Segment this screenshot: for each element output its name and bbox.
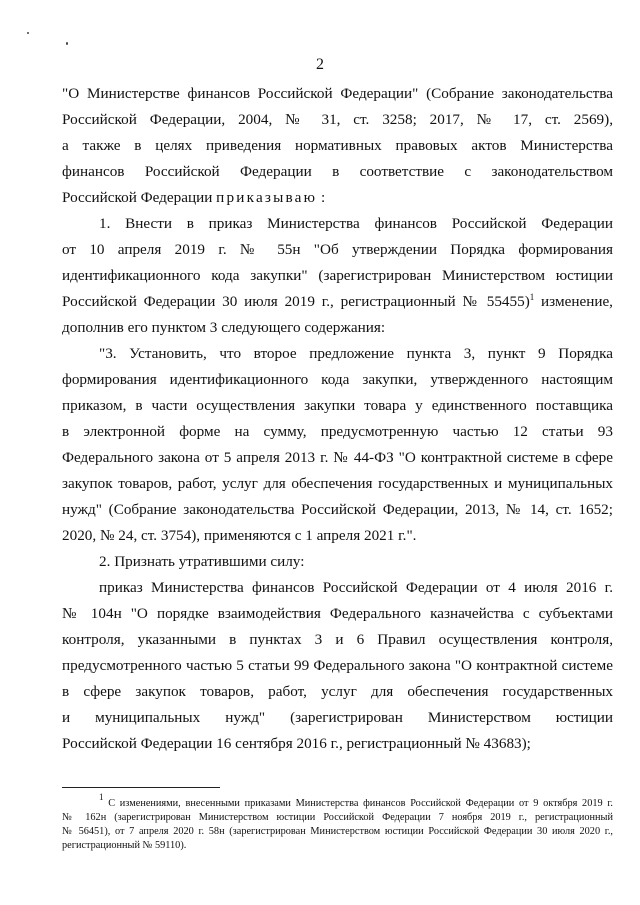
page-number: 2 [316,56,324,73]
spaced-word-prikazyvayu: приказываю [216,189,318,206]
scan-speck [27,32,29,34]
footnote-line: № 162н (зарегистрирован Министерством юстиции Российской Федерации 7 ноября 2019 г., регистрационный [62,812,613,823]
text-line: приказ Министерства финансов Российской Федерации от 4 июля 2016 г. [99,579,613,596]
footnote-line: регистрационный № 59110). [62,840,187,851]
text-line [62,189,613,207]
text-line: "3. Установить, что второе предложение пункта 3, пункт 9 Порядка [99,345,613,362]
text-line: № 104н "О порядке взаимодействия Федерального казначейства с субъектами [62,605,613,622]
text-line [62,293,613,311]
text-line: приказом, в части осуществления закупки товара у единственного поставщика [62,397,613,414]
footnote-separator [62,787,220,788]
text-line: нужд" (Собрание законодательства Российской Федерации, 2013, № 14, ст. 1652; [62,501,613,518]
text-line: а также в целях приведения нормативных правовых актов Министерства [62,137,613,154]
text-line: Российской Федерации, 2004, № 31, ст. 3258; 2017, № 17, ст. 2569), [62,111,613,128]
text-fragment: Российской Федерации 30 июля 2019 г., регистрационный № 55455) [62,293,530,310]
text-line: "О Министерстве финансов Российской Федерации" (Собрание законодательства [62,85,613,102]
text-line: Федерального закона от 5 апреля 2013 г. № 44-ФЗ "О контрактной системе в сфере [62,449,613,466]
text-line: закупок товаров, работ, услуг для обеспечения государственных и муниципальных [62,475,613,492]
text-line: и муниципальных нужд" (зарегистрирован Министерством юстиции [62,709,613,726]
text-line: в сфере закупок товаров, работ, услуг для обеспечения государственных [62,683,613,700]
footnote-marker: 1 [529,292,535,302]
text-line: 2. Признать утратившими силу: [99,553,305,570]
footnote-line: № 56451), от 7 апреля 2020 г. 58н (зарегистрирован Министерством юстиции Российской Федерации 30 июля 2020 г., [62,826,613,837]
text-line: формирования идентификационного кода закупки, утвержденного настоящим [62,371,613,388]
text-line: предусмотренного частью 5 статьи 99 Федерального закона "О контрактной системе [62,657,613,674]
scan-speck [66,42,68,45]
text-line: от 10 апреля 2019 г. № 55н "Об утверждении Порядка формирования [62,241,613,258]
footnote-marker: 1 [99,792,104,802]
text-line: дополнив его пунктом 3 следующего содержания: [62,319,386,336]
text-line: 1. Внести в приказ Министерства финансов Российской Федерации [99,215,613,232]
text-fragment: изменение, [534,293,613,310]
footnote-text: С изменениями, внесенными приказами Министерства финансов Российской Федерации от 9 октября 2019 г. [108,798,613,809]
text-line: 2020, № 24, ст. 3754), применяются с 1 апреля 2021 г.". [62,527,417,544]
footnote-line [99,792,613,810]
text-fragment: Российской Федерации [62,189,213,206]
text-line: идентификационного кода закупки" (зарегистрирован Министерством юстиции [62,267,613,284]
colon: : [320,189,326,206]
text-line: контроля, указанными в пунктах 3 и 6 Правил осуществления контроля, [62,631,613,648]
text-line: финансов Российской Федерации в соответствие с законодательством [62,163,613,180]
text-line: в электронной форме на сумму, предусмотренную частью 12 статьи 93 [62,423,613,440]
text-line: Российской Федерации 16 сентября 2016 г., регистрационный № 43683); [62,735,531,752]
